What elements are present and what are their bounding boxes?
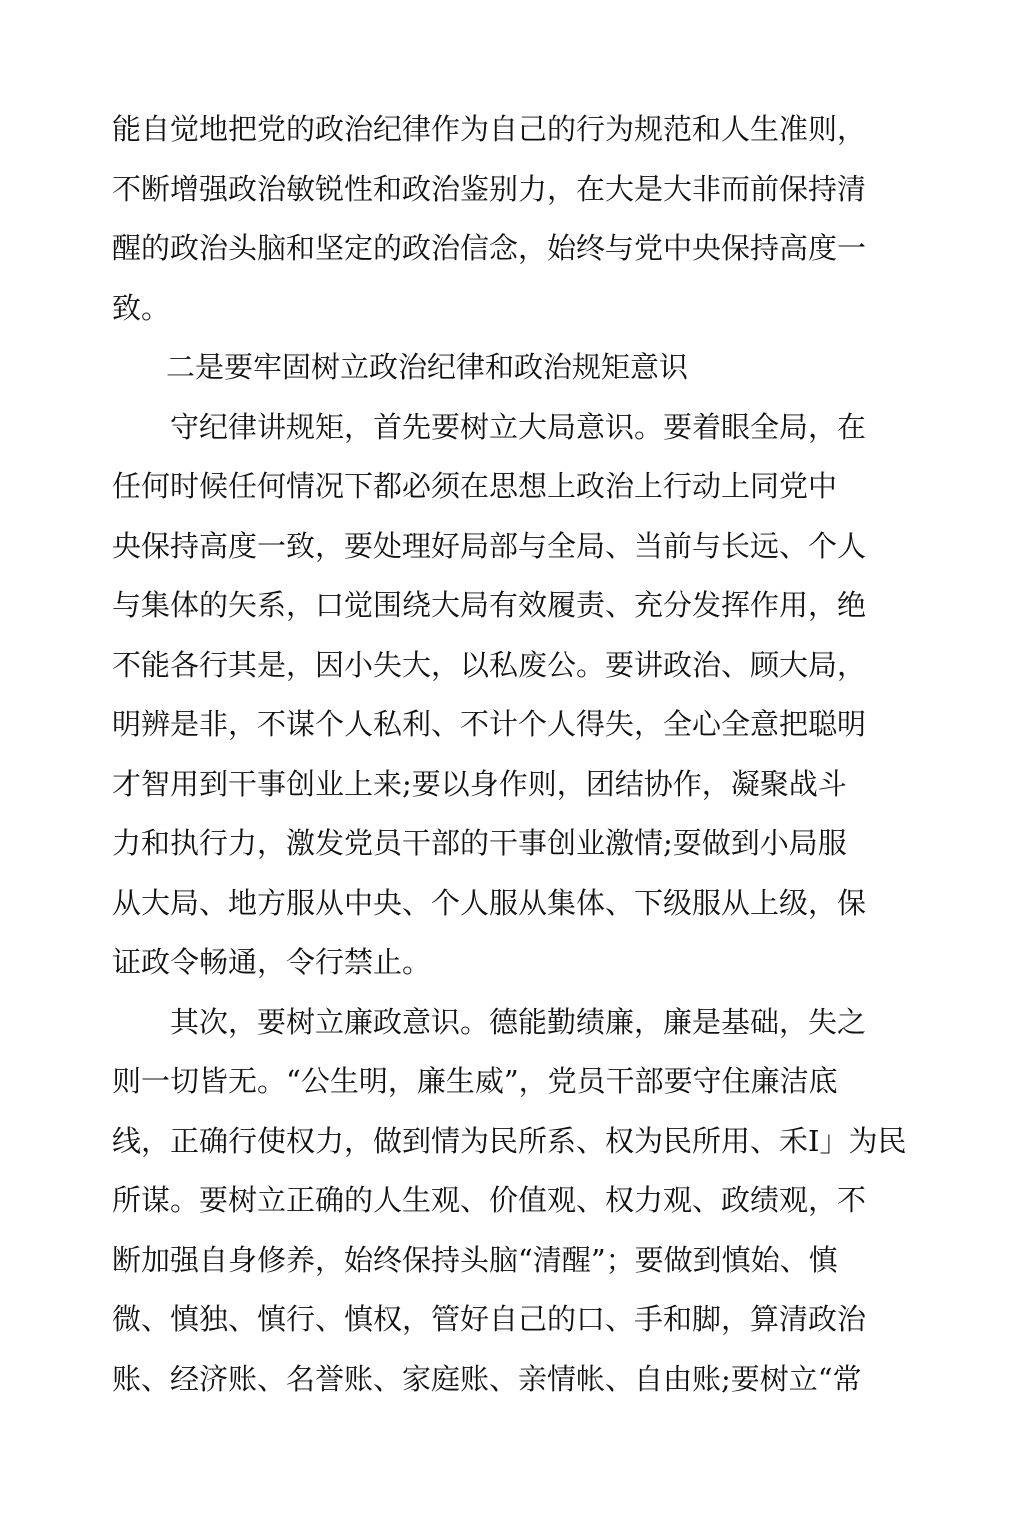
text-line: 从大局、地方服从中央、个人服从集体、下级服从上级，保 [112,885,867,920]
text-line: 线，正确行使权力，做到情为民所系、权为民所用、禾I」为民 [112,1123,907,1158]
text-line: 致。 [112,290,171,325]
section-heading: 二是要牢固树立政治纪律和政治规矩意识 [166,350,689,384]
text-line: 央保持高度一致，要处理好局部与全局、当前与长远、个人 [112,528,867,563]
text-line: 不能各行其是，因小失大，以私废公。要讲政治、顾大局， [112,647,867,682]
text-line: 能自觉地把党的政治纪律作为自己的行为规范和人生准则， [112,112,867,146]
text-line: 力和执行力，激发党员干部的干事创业激情;耍做到小局服 [112,826,847,860]
text-line: 守纪律讲规矩，首先要树立大局意识。要着眼全局，在 [170,409,867,444]
text-line: 则一切皆无。“公生明，廉生威”，党员干部要守住廉洁底 [112,1064,838,1098]
text-line: 明辨是非，不谋个人私利、不计个人得失，全心全意把聪明 [112,707,867,741]
body-text [112,100,992,1409]
text-line: 证政令畅通，令行禁止。 [112,945,432,979]
text-line: 账、经济账、名誉账、家庭账、亲情帐、自由账;要树立“常 [112,1361,862,1396]
text-line: 才智用到干事创业上来;要以身作则，团结协作，凝聚战斗 [112,766,847,801]
text-line: 断加强自身修养，始终保持头脑“清醒”；要做到慎始、慎 [112,1242,838,1277]
text-line: 任何时候任何情况下都必须在思想上政治上行动上同党中 [112,469,838,503]
text-line: 微、慎独、慎行、慎权，管好自己的口、手和脚，算清政治 [112,1302,867,1336]
text-line: 不断增强政治敏锐性和政治鉴别力，在大是大非而前保持清 [112,171,867,206]
text-line: 与集体的矢系，口觉围绕大局有效履责、充分发挥作用，绝 [112,588,867,622]
text-line: 其次，要树立廉政意识。德能勤绩廉，廉是基础，失之 [170,1004,867,1039]
text-line: 所谋。要树立正确的人生观、价值观、权力观、政绩观，不 [112,1183,867,1217]
text-line: 醒的政治头脑和坚定的政治信念，始终与党中央保持高度一 [112,231,867,265]
